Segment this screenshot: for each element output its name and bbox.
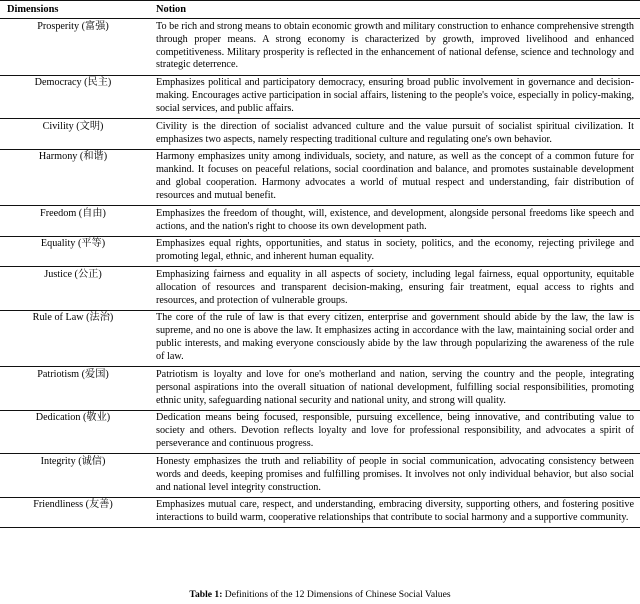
notion-text: Emphasizes political and participatory democracy, ensuring broad public involvement in governance and decision-making. Encourages active participation in social affairs, listening to the people's voice, especially in policy-making, social services, and public affairs. [156, 77, 634, 114]
table-row [0, 206, 640, 237]
table-caption [0, 589, 640, 604]
table-row [0, 497, 640, 528]
table-row [0, 454, 640, 498]
dimension-label: Rule of Law (法治) [32, 312, 114, 324]
dimension-label: Equality (平等) [40, 238, 106, 250]
table-row [0, 19, 640, 75]
notion-text: Emphasizes equal rights, opportunities, and status in society, politics, and the economy, rejecting privilege and promoting legal, ethnic, and inherent human equality. [156, 238, 634, 263]
dimension-label: Patriotism (爱国) [37, 368, 109, 380]
table-row [0, 119, 640, 150]
table-row [0, 367, 640, 411]
dimension-label: Justice (公正) [44, 268, 102, 280]
caption-label: Table 1: [189, 589, 223, 600]
notion-text: Civility is the direction of socialist advanced culture and the value pursuit of socialist spiritual civilization. It emphasizes two aspects, namely respecting traditional culture and regulating one's own behavior. [156, 120, 634, 145]
notion-text: Emphasizes the freedom of thought, will, existence, and development, alongside personal freedoms like speech and actions, and the nation's right to choose its own development path. [156, 207, 634, 232]
notion-text: Harmony emphasizes unity among individuals, society, and nature, as well as the concept of a common future for mankind. It focuses on peaceful relations, social coordination and balance, and promotes sustainable development and global cooperation. Harmony advocates a world of mutual respect and understanding, fair distribution of resources and mutual benefit. [156, 151, 634, 201]
dimension-label: Civility (文明) [42, 120, 104, 132]
dimension-label: Integrity (诚信) [40, 455, 106, 467]
dimension-label: Dedication (敬业) [35, 412, 111, 424]
dimension-label: Friendliness (友善) [33, 499, 113, 511]
notion-text: The core of the rule of law is that every citizen, enterprise and government should abide by the law, the law is supreme, and no one is above the law. It emphasizes acting in accordance with the law, maintaining social order and public interests, and making everyone consciously abide by the law through popularizing the awareness of the rule of law. [156, 312, 634, 363]
table-header-row [0, 1, 640, 19]
table-row [0, 236, 640, 267]
dimension-label: Prosperity (富强) [37, 20, 109, 32]
table-row [0, 75, 640, 119]
notion-text: Emphasizes mutual care, respect, and understanding, embracing diversity, supporting others, and fostering positive interactions to build warm, cooperative relationships that contribute to social harmony and a supportive community. [156, 499, 634, 524]
dimension-label: Harmony (和谐) [38, 151, 108, 163]
notion-text: Emphasizing fairness and equality in all aspects of society, including legal fairness, equal opportunity, equitable allocation of resources and transparent decision-making, ensuring fair treatment, equal access to rights and resources, and protection of vulnerable groups. [156, 268, 634, 306]
caption-text: Definitions of the 12 Dimensions of Chinese Social Values [222, 589, 451, 600]
dimension-label: Freedom (自由) [40, 207, 106, 219]
notion-text: Patriotism is loyalty and love for one's motherland and nation, serving the country and the people, integrating personal aspirations into the overall situation of national development, fulfilling social responsibilities, promoting ethnic unity, safeguarding national security and national unity, and strong will quality. [156, 368, 634, 406]
notion-text: Honesty emphasizes the truth and reliability of people in social communication, advocating consistency between words and deeds, keeping promises and fulfilling promises. It involves not only individual behavior, but also social and national level integrity construction. [156, 455, 634, 493]
notion-text: Dedication means being focused, responsible, pursuing excellence, being innovative, and contributing value to society and others. Devotion reflects loyalty and love for professional responsibility, and advocates a spirit of perseverance and continuous progress. [156, 412, 634, 450]
table-row [0, 267, 640, 311]
table-header [0, 1, 640, 19]
dimension-label: Democracy (民主) [34, 77, 112, 89]
table-row [0, 310, 640, 366]
table-row [0, 410, 640, 454]
column-header-dimensions: Dimensions [7, 3, 59, 15]
table-row [0, 149, 640, 205]
column-header-notion: Notion [156, 3, 187, 15]
table-body [0, 19, 640, 528]
notion-text: To be rich and strong means to obtain economic growth and military construction to enhance comprehensive strength through proper means. A strong economy is characterized by growth, improved livelihood and enhanced competitiveness. Military prosperity is reflected in the enhancement of national defense, science and technology and strategic deterrence. [156, 20, 634, 71]
